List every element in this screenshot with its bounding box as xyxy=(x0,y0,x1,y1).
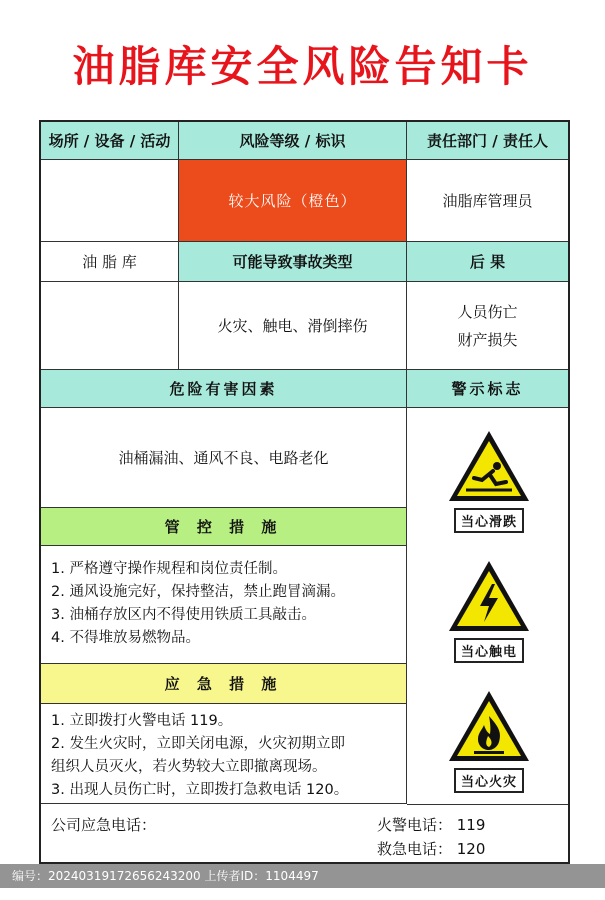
consequence-item: 财产损失 xyxy=(457,330,518,349)
slip-warning-icon xyxy=(446,428,532,504)
list-item: 3. 油桶存放区内不得使用铁质工具敲击。 xyxy=(51,607,316,623)
consequence-header: 后 果 xyxy=(407,242,568,282)
sign-label: 当心滑跌 xyxy=(454,508,524,533)
consequence-item: 人员伤亡 xyxy=(457,302,518,321)
hazard-factors-header: 危险有害因素 xyxy=(41,370,407,408)
control-measures-header: 管 控 措 施 xyxy=(41,508,407,546)
list-item: 2. 发生火灾时，立即关闭电源，火灾初期立即 xyxy=(51,736,345,752)
accident-types-header: 可能导致事故类型 xyxy=(179,242,407,282)
emergency-measures-header: 应 急 措 施 xyxy=(41,664,407,704)
sign-electric xyxy=(407,558,571,663)
page-title: 油脂库安全风险告知卡 xyxy=(72,42,533,91)
sign-label: 当心火灾 xyxy=(454,768,524,793)
responsible-person: 油脂库管理员 xyxy=(407,160,568,242)
location-blank-cell xyxy=(41,160,179,242)
company-emergency-phone: 公司应急电话： xyxy=(51,816,157,834)
location-header: 场所 / 设备 / 活动 xyxy=(41,122,179,160)
sign-slip xyxy=(407,428,571,533)
warning-signs-column xyxy=(407,408,568,805)
list-item: 1. 严格遵守操作规程和岗位责任制。 xyxy=(51,561,287,577)
ambulance-phone: 救急电话： 120 xyxy=(377,840,486,858)
warning-signs-header: 警示标志 xyxy=(407,370,568,408)
accident-types-value: 火灾、触电、滑倒摔伤 xyxy=(179,282,407,370)
risk-level-value: 较大风险（橙色） xyxy=(179,160,407,242)
hazard-factors-value: 油桶漏油、通风不良、电路老化 xyxy=(41,408,407,508)
list-item: 1. 立即拨打火警电话 119。 xyxy=(51,713,233,729)
location-blank-cell-2 xyxy=(41,282,179,370)
list-item: 4. 不得堆放易燃物品。 xyxy=(51,630,200,646)
fire-phone: 火警电话： 119 xyxy=(377,816,486,834)
risk-level-header: 风险等级 / 标识 xyxy=(179,122,407,160)
sign-label: 当心触电 xyxy=(454,638,524,663)
electric-shock-warning-icon xyxy=(446,558,532,634)
emergency-measures-list xyxy=(41,704,407,804)
list-item: 3. 出现人员伤亡时，立即拨打急救电话 120。 xyxy=(51,782,349,798)
responsible-header: 责任部门 / 责任人 xyxy=(407,122,568,160)
watermark-bar: 编号：20240319172656243200 上传者ID：1104497 xyxy=(0,864,605,888)
sign-fire xyxy=(407,688,571,793)
list-item: 组织人员灭火，若火势较大立即撤离现场。 xyxy=(51,759,327,775)
control-measures-list xyxy=(41,546,407,664)
list-item: 2. 通风设施完好，保持整洁，禁止跑冒滴漏。 xyxy=(51,584,345,600)
location-value: 油 脂 库 xyxy=(41,242,179,282)
consequences-cell xyxy=(407,282,568,370)
fire-warning-icon xyxy=(446,688,532,764)
risk-card xyxy=(39,120,570,864)
